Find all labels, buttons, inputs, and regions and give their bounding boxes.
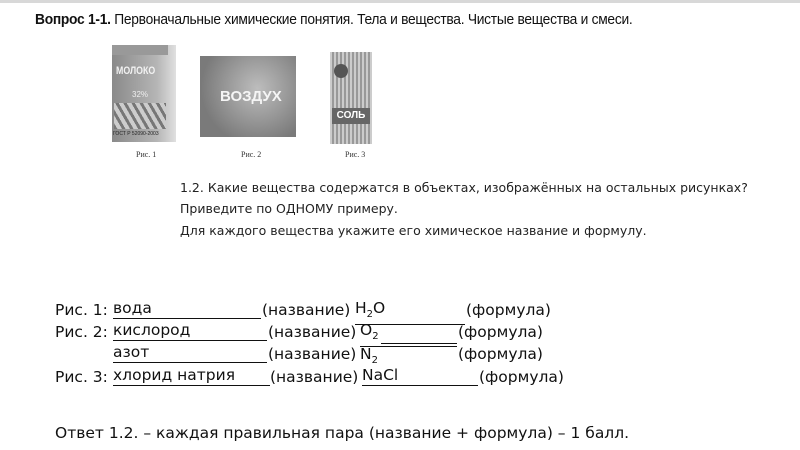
caption-fig1: Рис. 1 <box>136 150 157 159</box>
figure-air <box>200 56 296 137</box>
name-field: азот <box>113 343 267 363</box>
formula-field: $H_2O$ <box>355 299 465 325</box>
scoring-note: Ответ 1.2. – каждая правильная пара (название + формула) – 1 балл. <box>55 424 630 442</box>
row-label: Рис. 2: <box>55 323 108 341</box>
caption-fig3: Рис. 3 <box>345 150 366 159</box>
air-label: ВОЗДУХ <box>220 88 282 105</box>
formula-suffix: (формула) <box>458 345 543 363</box>
formula-suffix: (формула) <box>466 301 551 319</box>
salt-label: СОЛЬ <box>332 108 370 124</box>
formula-suffix: (формула) <box>458 323 543 341</box>
question-line-2: Приведите по ОДНОМУ примеру. <box>180 201 398 216</box>
milk-fat: 32% <box>132 90 149 99</box>
caption-fig2: Рис. 2 <box>241 150 262 159</box>
figure-milk <box>112 45 176 142</box>
milk-gost: ГОСТ Р 52090-2003 <box>113 131 159 137</box>
question-title: Вопрос 1-1. Первоначальные химические понятия. Тела и вещества. Чистые вещества и смеси. <box>35 11 633 28</box>
formula-blank <box>381 343 457 344</box>
row-label: Рис. 3: <box>55 368 108 386</box>
name-field: вода <box>113 299 261 319</box>
formula-field: $O_2$ <box>360 321 457 347</box>
name-field: кислород <box>113 321 267 341</box>
name-suffix: (название) <box>268 323 357 341</box>
formula-field: NaCl <box>362 366 478 386</box>
row-label: Рис. 1: <box>55 301 108 319</box>
formula-value: $N_2$ <box>360 345 378 367</box>
name-field: хлорид натрия <box>113 366 270 386</box>
milk-label: МОЛОКО <box>116 65 156 77</box>
figure-salt <box>330 52 372 144</box>
name-suffix: (название) <box>262 301 351 319</box>
formula-suffix: (формула) <box>479 368 564 386</box>
question-line-1: 1.2. Какие вещества содержатся в объектах, изображённых на остальных рисунках? <box>180 180 748 195</box>
name-suffix: (название) <box>270 368 359 386</box>
question-line-3: Для каждого вещества укажите его химическое название и формулу. <box>180 223 647 238</box>
name-suffix: (название) <box>268 345 357 363</box>
top-border <box>0 0 800 3</box>
